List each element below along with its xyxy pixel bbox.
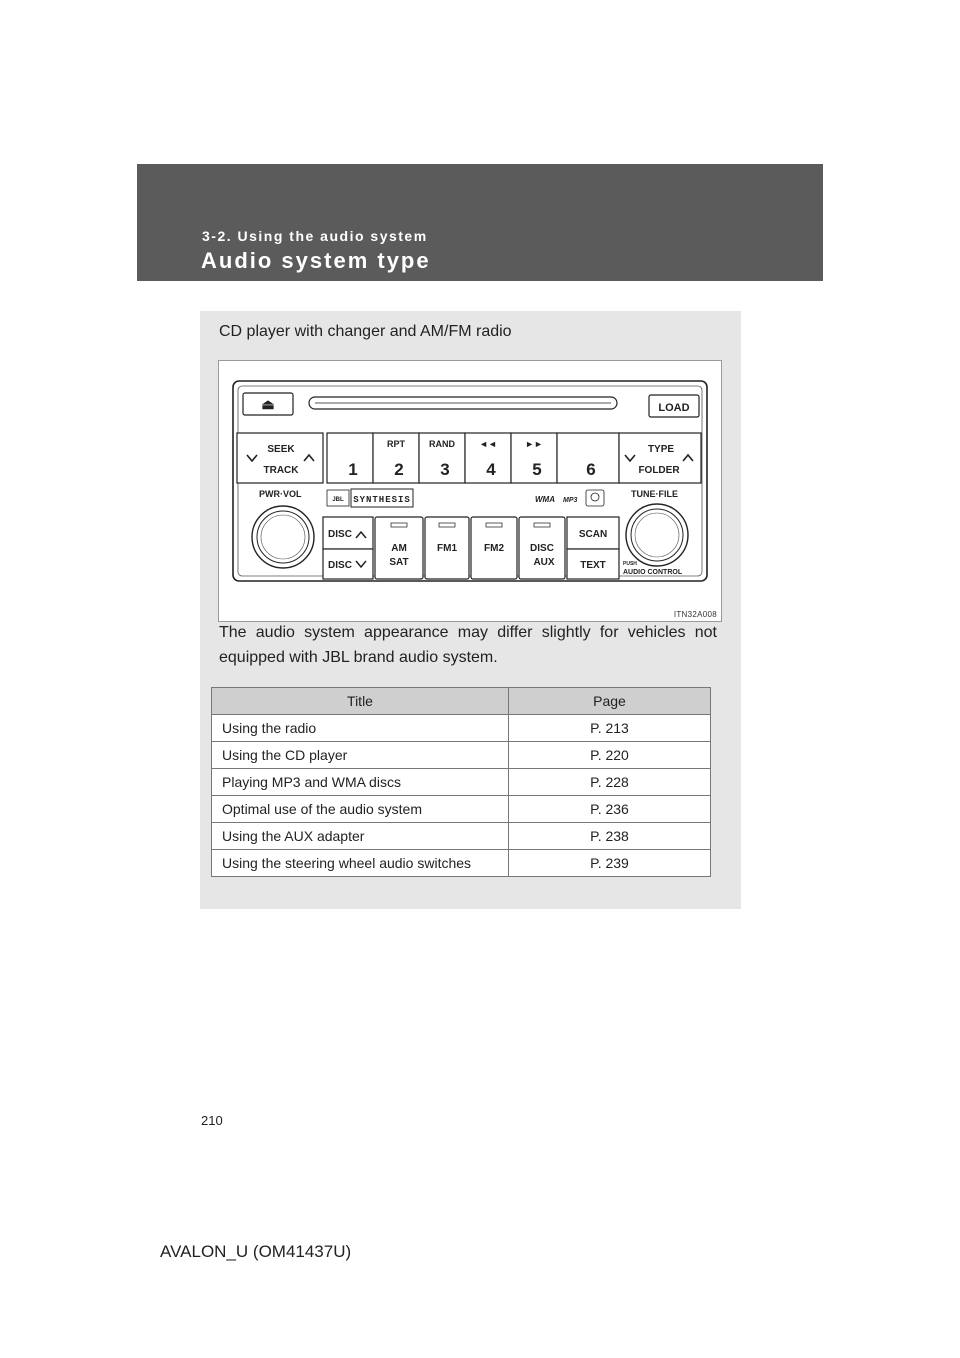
- track-label: TRACK: [263, 465, 299, 476]
- preset-button-4[interactable]: [465, 433, 511, 483]
- preset-number: 5: [532, 460, 542, 479]
- document-code: AVALON_U (OM41437U): [160, 1242, 352, 1261]
- indicator-light: [486, 523, 502, 527]
- type-folder-button[interactable]: [619, 433, 701, 483]
- section-label: 3-2. Using the audio system: [202, 228, 428, 244]
- indicator-light: [534, 523, 550, 527]
- load-button[interactable]: [649, 395, 699, 417]
- fm1-label: FM1: [437, 543, 457, 554]
- audio-unit-figure: [218, 360, 722, 622]
- audio-unit-illustration: [219, 361, 721, 621]
- indicator-light: [391, 523, 407, 527]
- table-row: [212, 715, 711, 742]
- svg-text:JBL: JBL: [332, 497, 344, 503]
- box-heading: CD player with changer and AM/FM radio: [219, 323, 512, 340]
- preset-label: ►►: [525, 439, 543, 449]
- preset-label: ◄◄: [479, 439, 497, 449]
- figure-code: ITN32A008: [673, 610, 717, 619]
- table-row: [212, 823, 711, 850]
- preset-number: 6: [586, 460, 596, 479]
- preset-button-6[interactable]: [557, 433, 619, 483]
- row-page: P. 228: [509, 769, 711, 796]
- push-label: PUSH: [623, 561, 637, 567]
- table-header-row: [212, 688, 711, 715]
- row-page: P. 239: [509, 850, 711, 877]
- table-row: [212, 769, 711, 796]
- aux-label: AUX: [533, 557, 555, 568]
- row-page: P. 238: [509, 823, 711, 850]
- row-page: P. 220: [509, 742, 711, 769]
- row-page: P. 236: [509, 796, 711, 823]
- row-title: Playing MP3 and WMA discs: [212, 769, 509, 796]
- row-page: P. 213: [509, 715, 711, 742]
- indicator-light: [439, 523, 455, 527]
- preset-number: 2: [394, 460, 404, 479]
- type-label: TYPE: [647, 444, 675, 455]
- row-title: Optimal use of the audio system: [212, 796, 509, 823]
- disc-down-label: DISC: [328, 560, 352, 571]
- text-label: TEXT: [580, 560, 606, 571]
- fm2-button[interactable]: [471, 517, 517, 579]
- load-label: LOAD: [658, 402, 690, 414]
- preset-button-1[interactable]: [327, 433, 373, 483]
- fm2-label: FM2: [484, 543, 504, 554]
- row-title: Using the CD player: [212, 742, 509, 769]
- pwr-vol-label: PWR·VOL: [259, 489, 302, 499]
- preset-button-2[interactable]: [373, 433, 419, 483]
- disc-up-button[interactable]: [323, 517, 373, 549]
- wma-logo: WMA: [535, 495, 555, 504]
- mp3-logo: MP3: [563, 497, 578, 504]
- am-label: AM: [391, 543, 407, 554]
- row-title: Using the steering wheel audio switches: [212, 850, 509, 877]
- table-row: [212, 850, 711, 877]
- sat-label: SAT: [389, 557, 409, 568]
- text-button[interactable]: [567, 549, 619, 579]
- seek-label: SEEK: [267, 444, 295, 455]
- column-header-title: Title: [212, 688, 509, 715]
- tune-file-label: TUNE·FILE: [631, 489, 678, 499]
- preset-buttons: [327, 433, 619, 483]
- appearance-note: The audio system appearance may differ slightly for vehicles not equipped with JBL brand audio system.: [219, 624, 717, 666]
- reference-table: [211, 687, 711, 877]
- eject-button[interactable]: [243, 393, 293, 415]
- disc-label: DISC: [530, 543, 554, 554]
- jbl-synthesis-logo: [327, 489, 413, 507]
- row-title: Using the AUX adapter: [212, 823, 509, 850]
- tune-file-knob[interactable]: [626, 504, 688, 566]
- disc-aux-button[interactable]: [519, 517, 565, 579]
- column-header-page: Page: [509, 688, 711, 715]
- audio-control-label: AUDIO CONTROL: [623, 569, 683, 576]
- seek-track-button[interactable]: [237, 433, 323, 483]
- preset-number: 3: [440, 460, 450, 479]
- fm1-button[interactable]: [425, 517, 469, 579]
- preset-number: 1: [348, 460, 358, 479]
- row-title: Using the radio: [212, 715, 509, 742]
- page-number: 210: [201, 1113, 223, 1128]
- preset-button-3[interactable]: [419, 433, 465, 483]
- folder-label: FOLDER: [638, 465, 680, 476]
- preset-label: RAND: [429, 439, 455, 449]
- scan-button[interactable]: [567, 517, 619, 549]
- disc-logo-icon: [586, 490, 604, 506]
- scan-label: SCAN: [578, 529, 608, 540]
- preset-button-5[interactable]: [511, 433, 557, 483]
- preset-label: RPT: [387, 439, 405, 449]
- disc-up-label: DISC: [328, 529, 352, 540]
- am-sat-button[interactable]: [375, 517, 423, 579]
- preset-number: 4: [486, 460, 496, 479]
- table-row: [212, 742, 711, 769]
- eject-icon: ⏏: [261, 396, 275, 412]
- table-row: [212, 796, 711, 823]
- svg-text:SYNTHESIS: SYNTHESIS: [353, 495, 411, 505]
- page-title: Audio system type: [201, 248, 431, 273]
- disc-down-button[interactable]: [323, 549, 373, 579]
- power-volume-knob[interactable]: [252, 506, 314, 568]
